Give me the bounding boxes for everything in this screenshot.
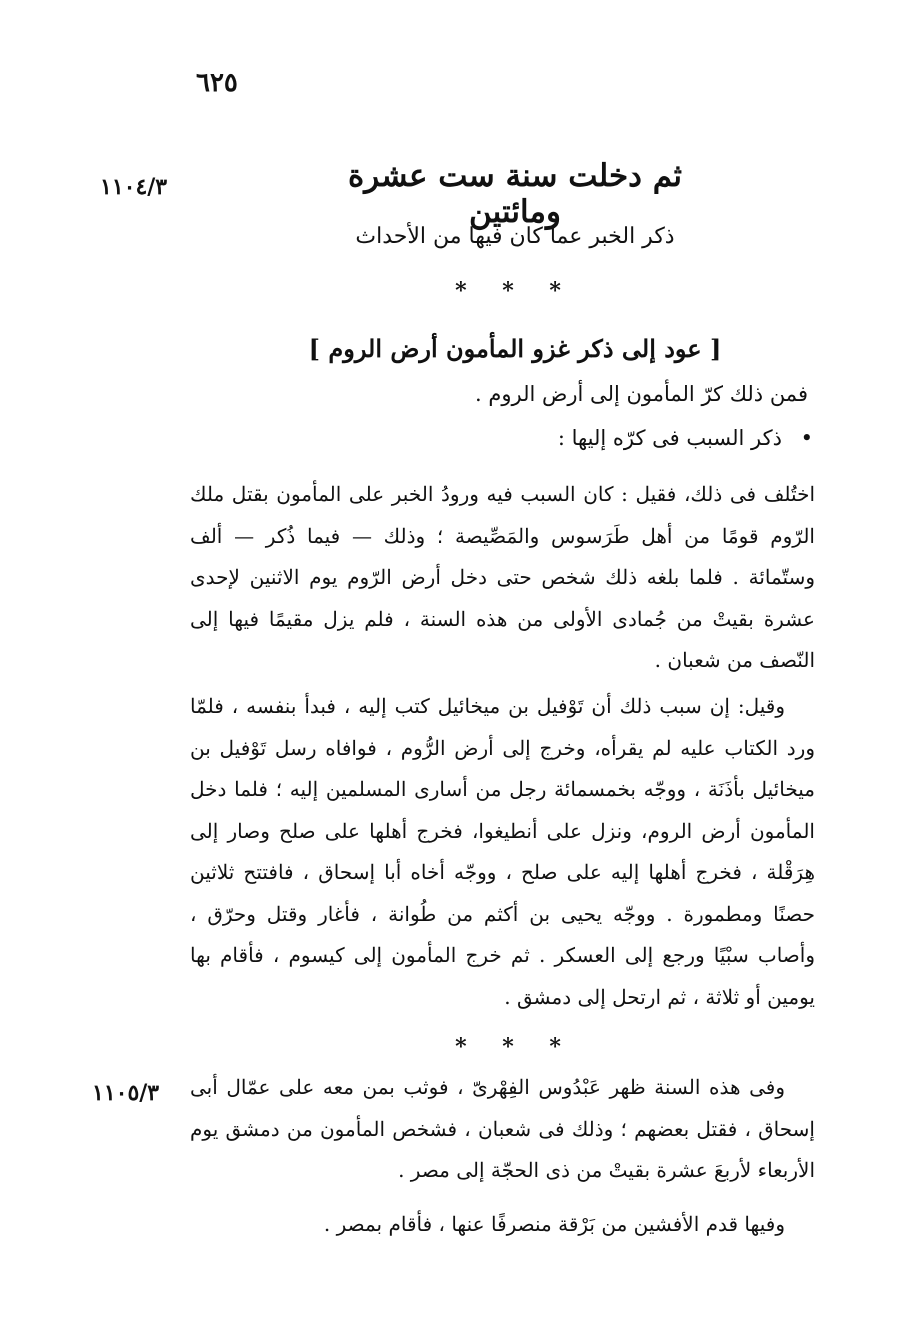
bullet-icon: • — [800, 426, 813, 450]
intro-line-text: ذكر السبب فى كرّه إليها : — [557, 426, 782, 450]
section-separator: * * * — [455, 278, 575, 304]
intro-line: فمن ذلك كرّ المأمون إلى أرض الروم . — [475, 382, 808, 406]
body-paragraph: وقيل: إن سبب ذلك أن تَوْفيل بن ميخائيل كتب إليه ، فبدأ بنفسه ، فلمّا ورد الكتاب عليه لم يقرأه، وخرج إلى أرض الرُّوم ، فوافاه رسل تَوْفيل بن ميخائيل بأذَنَة ، ووجّه بخمسمائة رجل من أسارى المسلمين إليه ؛ فلما دخل المأمون أرض الروم، ونزل على أنطيغوا، فخرج أهلها على صلح وصار إلى هِرَقْلة ، فخرج أهلها إليه على صلح ، ووجّه أخاه أبا إسحاق ، فافتتح ثلاثين حصنًا ومطمورة . ووجّه يحيى بن أكثم من طُوانة ، فأغار وقتل وحرّق ، وأصاب سبْيًا ورجع إلى العسكر . ثم خرج المأمون إلى كيسوم ، فأقام بها يومين أو ثلاثة ، ثم ارتحل إلى دمشق . — [190, 694, 815, 1009]
chapter-heading: ثم دخلت سنة ست عشرة ومائتين — [348, 158, 682, 230]
intro-line-bulleted — [558, 426, 813, 450]
body-paragraph: اختُلف فى ذلك، فقيل : كان السبب فيه ورودُ الخبر على المأمون بقتل ملك الرّوم قومًا من أهل طَرَسوس والمَصِّيصة ؛ وذلك — فيما ذُكر — ألف وستّمائة . فلما بلغه ذلك شخص حتى دخل أرض الرّوم يوم الاثنين لإحدى عشرة بقيتْ من جُمادى الأولى من هذه السنة ، فلم يزل مقيمًا فيها إلى النّصف من شعبان . — [190, 482, 815, 672]
section-title: [ عود إلى ذكر غزو المأمون أرض الروم ] — [308, 334, 722, 363]
margin-reference-second: ١١٠٥/٣ — [92, 1080, 160, 1106]
page-number: ٦٢٥ — [196, 68, 238, 98]
body-paragraph: وفى هذه السنة ظهر عَبْدُوس الفِهْرىّ ، فوثب بمن معه على عمّال أبى إسحاق ، فقتل بعضهم ؛ وذلك فى شعبان ، فشخص المأمون من دمشق يوم الأربعاء لأربعَ عشرة بقيتْ من ذى الحجّة إلى مصر . — [190, 1075, 815, 1182]
margin-reference-first: ١١٠٤/٣ — [100, 174, 168, 200]
body-paragraph: وفيها قدم الأفشين من بَرْقة منصرفًا عنها ، فأقام بمصر . — [323, 1212, 785, 1236]
chapter-subheading: ذكر الخبر عما كان فيها من الأحداث — [355, 224, 675, 249]
section-separator: * * * — [455, 1034, 575, 1060]
